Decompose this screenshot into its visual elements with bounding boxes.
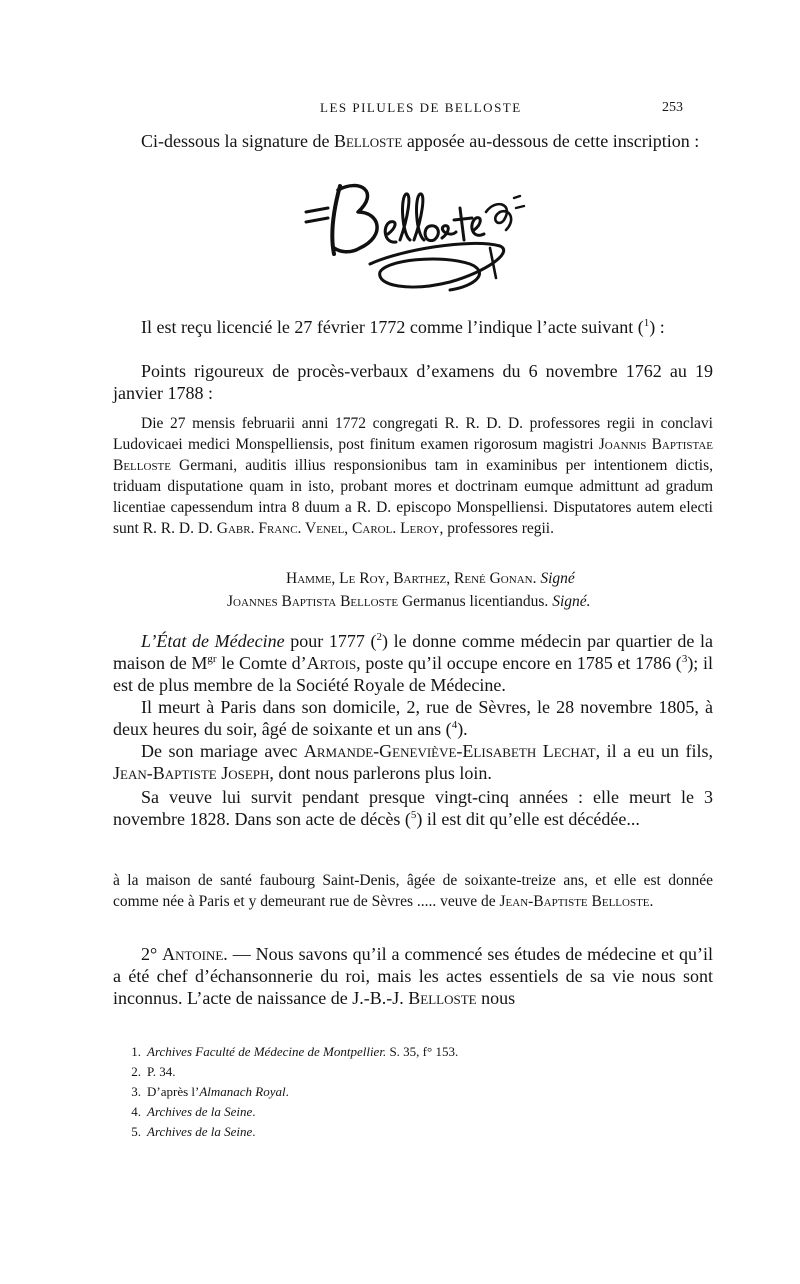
signed-mark: Signé. bbox=[552, 593, 591, 610]
widow-quotation bbox=[113, 870, 713, 912]
footnote-ref: 1 bbox=[643, 317, 650, 329]
abbreviation-sup: gr bbox=[207, 653, 217, 665]
footnote bbox=[113, 1062, 713, 1082]
intro-text: Ci-dessous la signature de bbox=[141, 131, 334, 151]
antoine-text: . — Nous savons qu’il a commencé ses études de médecine et qu’il a été chef d’échansonnerie du roi, mais les actes essentiels de sa vie nous sont inconnus. L’acte de naissance de J.-B.-J. bbox=[113, 944, 713, 1008]
footnote-source: Almanach Royal bbox=[199, 1084, 286, 1099]
person-name: Jean-Baptiste Belloste bbox=[499, 893, 650, 910]
signed-mark: Signé bbox=[540, 570, 575, 587]
footnote-number: 2. bbox=[131, 1064, 141, 1079]
marriage-text: , dont nous parlerons plus loin. bbox=[269, 763, 492, 783]
etat-text: le Comte d’ bbox=[216, 653, 307, 673]
death-text: Il meurt à Paris dans son domicile, 2, rue de Sèvres, le 28 novembre 1805, à deux heures du soir, âgé de soixante et un ans ( bbox=[113, 697, 713, 739]
footnote bbox=[113, 1102, 713, 1122]
marriage-paragraph bbox=[113, 740, 713, 784]
person-name: Armande-Geneviève-Elisabeth Lechat bbox=[303, 741, 596, 761]
antoine-paragraph bbox=[113, 943, 713, 1009]
points-paragraph: Points rigoureux de procès-verbaux d’examens du 6 novembre 1762 au 19 janvier 1788 : bbox=[113, 361, 713, 403]
death-text-end: ). bbox=[457, 719, 468, 739]
footnote-text: . bbox=[285, 1084, 289, 1099]
person-name: Artois bbox=[306, 653, 357, 673]
handwritten-signature bbox=[300, 168, 530, 300]
footnote-source: Archives de la Seine bbox=[147, 1124, 253, 1139]
person-name: Belloste bbox=[333, 131, 403, 151]
etat-paragraph bbox=[113, 630, 713, 696]
etat-text: , poste qu’il occupe encore en 1785 et 1786 ( bbox=[356, 653, 682, 673]
licence-paragraph bbox=[113, 316, 713, 338]
marriage-text: , il a eu un fils, bbox=[595, 741, 713, 761]
signatories-line-1 bbox=[286, 568, 575, 589]
etat-text: pour 1777 ( bbox=[284, 631, 377, 651]
footnote-source: Archives Faculté de Médecine de Montpellier. bbox=[147, 1044, 387, 1059]
antoine-text-end: nous bbox=[476, 988, 516, 1008]
licence-text-end: ) : bbox=[649, 317, 665, 337]
latin-text: , professores regii. bbox=[439, 520, 554, 537]
widow-paragraph bbox=[113, 786, 713, 830]
footnote-number: 5. bbox=[131, 1124, 141, 1139]
footnote-text: S. 35, f° 153. bbox=[386, 1044, 459, 1059]
death-paragraph bbox=[113, 696, 713, 740]
footnote-text: P. 34. bbox=[147, 1064, 176, 1079]
person-name: Jean-Baptiste Joseph bbox=[113, 763, 270, 783]
running-head bbox=[0, 100, 800, 120]
person-name: Gabr. Franc. Venel, Carol. Leroy bbox=[216, 520, 440, 537]
latin-text: Die 27 mensis februarii anni 1772 congregati R. R. D. D. professores regii in conclavi Ludovicaei medici Monspelliensis, post finitum examen rigorosum magistri bbox=[113, 415, 713, 453]
etat-text: ); il est de plus membre de la Société Royale de Médecine. bbox=[113, 653, 714, 695]
licence-text: Il est reçu licencié le 27 février 1772 comme l’indique l’acte suivant ( bbox=[141, 317, 644, 337]
signatory-text: Germanus licentiandus. bbox=[398, 593, 553, 610]
footnote-source: Archives de la Seine bbox=[147, 1104, 253, 1119]
footnote bbox=[113, 1122, 713, 1142]
footnote-number: 3. bbox=[131, 1084, 141, 1099]
widow-text-end: ) il est dit qu’elle est décédée... bbox=[416, 809, 640, 829]
footnote-number: 1. bbox=[131, 1044, 141, 1059]
latin-text: Germani, auditis illius responsionibus tam in examinibus per intentionem dictis, triduam disputatione quam in isto, probant mores et doctrinam eumque admittunt ad gradum licentiae capessendum intra 8 duum a R. D. episcopo Monspelliensi. Disputatores autem electi sunt R. R. D. D. bbox=[113, 457, 713, 537]
signatory-name: Joannes Baptista Belloste bbox=[227, 593, 399, 610]
marriage-text: De son mariage avec bbox=[141, 741, 304, 761]
footnotes bbox=[113, 1042, 713, 1142]
footnote-text: . bbox=[252, 1104, 256, 1119]
person-name: Joannis Baptistae Belloste bbox=[113, 436, 713, 474]
footnote-ref: 4 bbox=[451, 719, 458, 731]
quote-text: à la maison de santé faubourg Saint-Denis, âgée de soixante-treize ans, et elle est donnée comme née à Paris et y demeurant rue de Sèvres ..... veuve de bbox=[113, 872, 713, 910]
book-title: L’État de Médecine bbox=[141, 631, 285, 651]
footnote-ref: 3 bbox=[681, 653, 688, 665]
signatories-line-2 bbox=[227, 591, 591, 612]
latin-quotation bbox=[113, 413, 713, 539]
page-number: 253 bbox=[662, 100, 683, 115]
signatory-names: Hamme, Le Roy, Barthez, René Gonan. bbox=[286, 570, 537, 587]
intro-paragraph bbox=[113, 130, 713, 152]
etat-text: ) le donne comme médecin par quartier de la maison de M bbox=[113, 631, 713, 673]
footnote-number: 4. bbox=[131, 1104, 141, 1119]
running-title: LES PILULES DE BELLOSTE bbox=[320, 100, 522, 115]
footnote-ref: 2 bbox=[376, 631, 382, 643]
footnote-text: . bbox=[252, 1124, 256, 1139]
section-number: 2° bbox=[141, 944, 163, 964]
intro-text-end: apposée au-dessous de cette inscription : bbox=[402, 131, 700, 151]
person-name: Belloste bbox=[408, 988, 477, 1008]
footnote-text: D’après l’ bbox=[147, 1084, 200, 1099]
widow-text: Sa veuve lui survit pendant presque vingt-cinq années : elle meurt le 3 novembre 1828. Dans son acte de décès ( bbox=[113, 787, 713, 829]
footnote bbox=[113, 1042, 713, 1062]
quote-text-end: . bbox=[649, 893, 654, 910]
footnote bbox=[113, 1082, 713, 1102]
person-name: Antoine bbox=[162, 944, 224, 964]
footnote-ref: 5 bbox=[410, 809, 417, 821]
